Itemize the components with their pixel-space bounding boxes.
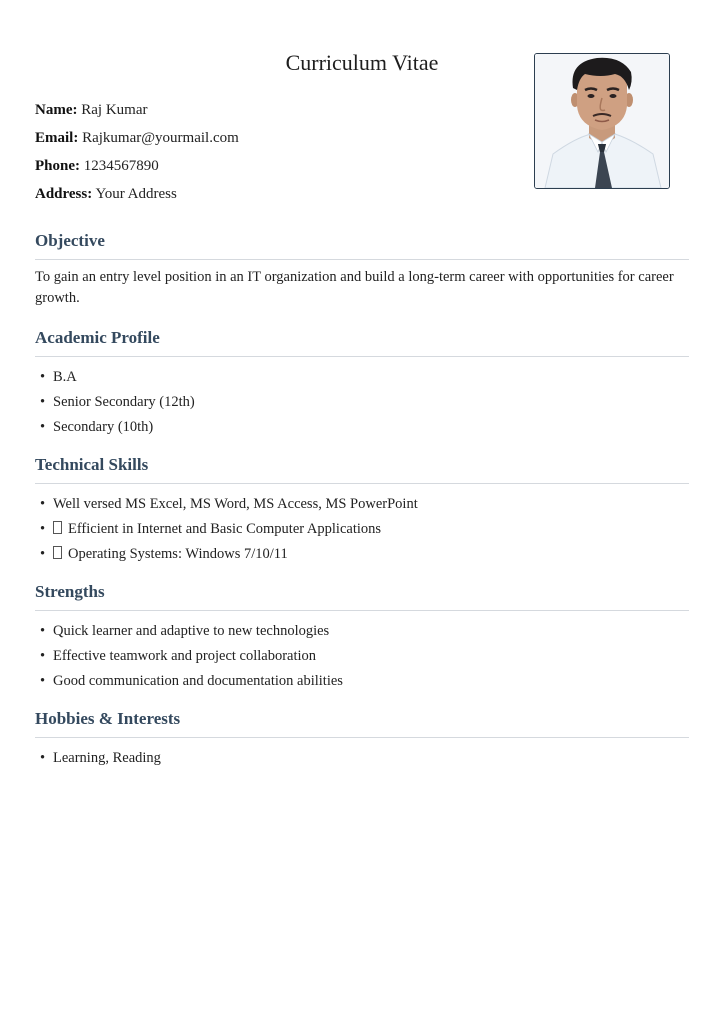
missing-glyph-icon [53, 521, 62, 534]
skills-section [35, 454, 689, 567]
academic-section [35, 327, 689, 440]
list-item [35, 365, 689, 390]
list-item [35, 542, 689, 567]
bullet-icon: • [40, 673, 46, 689]
list-item [35, 619, 689, 644]
email-label: Email: [35, 130, 79, 146]
page-title: Curriculum Vitae [285, 50, 439, 75]
bullet-icon: • [40, 750, 46, 766]
bullet-icon: • [40, 419, 46, 435]
phone-label: Phone: [35, 158, 80, 174]
contact-name-row [35, 96, 239, 124]
missing-glyph-icon [53, 546, 62, 559]
name-value: Raj Kumar [81, 102, 148, 118]
academic-list [35, 365, 689, 440]
contact-block [35, 96, 239, 208]
strengths-section [35, 581, 689, 694]
hobbies-section [35, 708, 689, 771]
list-item [35, 492, 689, 517]
hobby-item: Learning, Reading [53, 750, 161, 766]
address-label: Address: [35, 186, 93, 202]
skill-item: Well versed MS Excel, MS Word, MS Access, MS PowerPoint [53, 496, 418, 512]
skills-heading: Technical Skills [35, 454, 689, 484]
profile-photo [534, 53, 670, 189]
bullet-icon: • [40, 521, 46, 537]
phone-value: 1234567890 [83, 158, 159, 174]
contact-email-row [35, 124, 239, 152]
skills-list [35, 492, 689, 567]
academic-item: B.A [53, 369, 77, 385]
list-item [35, 644, 689, 669]
contact-address-row [35, 180, 239, 208]
skill-item: Operating Systems: Windows 7/10/11 [68, 546, 288, 562]
bullet-icon: • [40, 623, 46, 639]
bullet-icon: • [40, 394, 46, 410]
address-value: Your Address [95, 186, 177, 202]
academic-item: Senior Secondary (12th) [53, 394, 195, 410]
name-label: Name: [35, 102, 78, 118]
objective-section [35, 230, 689, 309]
objective-text: To gain an entry level position in an IT organization and build a long-term career with opportunities for career growth. [35, 269, 674, 306]
contact-phone-row [35, 152, 239, 180]
skill-item: Efficient in Internet and Basic Computer Applications [68, 521, 382, 537]
academic-heading: Academic Profile [35, 327, 689, 357]
bullet-icon: • [40, 496, 46, 512]
email-value[interactable]: Rajkumar@yourmail.com [82, 130, 239, 146]
strength-item: Good communication and documentation abilities [53, 673, 343, 689]
strengths-list [35, 619, 689, 694]
hobbies-list [35, 746, 689, 771]
strength-item: Quick learner and adaptive to new technologies [53, 623, 330, 639]
bullet-icon: • [40, 369, 46, 385]
list-item [35, 517, 689, 542]
bullet-icon: • [40, 648, 46, 664]
hobbies-heading: Hobbies & Interests [35, 708, 689, 738]
objective-heading: Objective [35, 230, 689, 260]
list-item [35, 746, 689, 771]
list-item [35, 415, 689, 440]
list-item [35, 390, 689, 415]
strength-item: Effective teamwork and project collaboration [53, 648, 317, 664]
strengths-heading: Strengths [35, 581, 689, 611]
bullet-icon: • [40, 546, 46, 562]
academic-item: Secondary (10th) [53, 419, 154, 435]
list-item [35, 669, 689, 694]
